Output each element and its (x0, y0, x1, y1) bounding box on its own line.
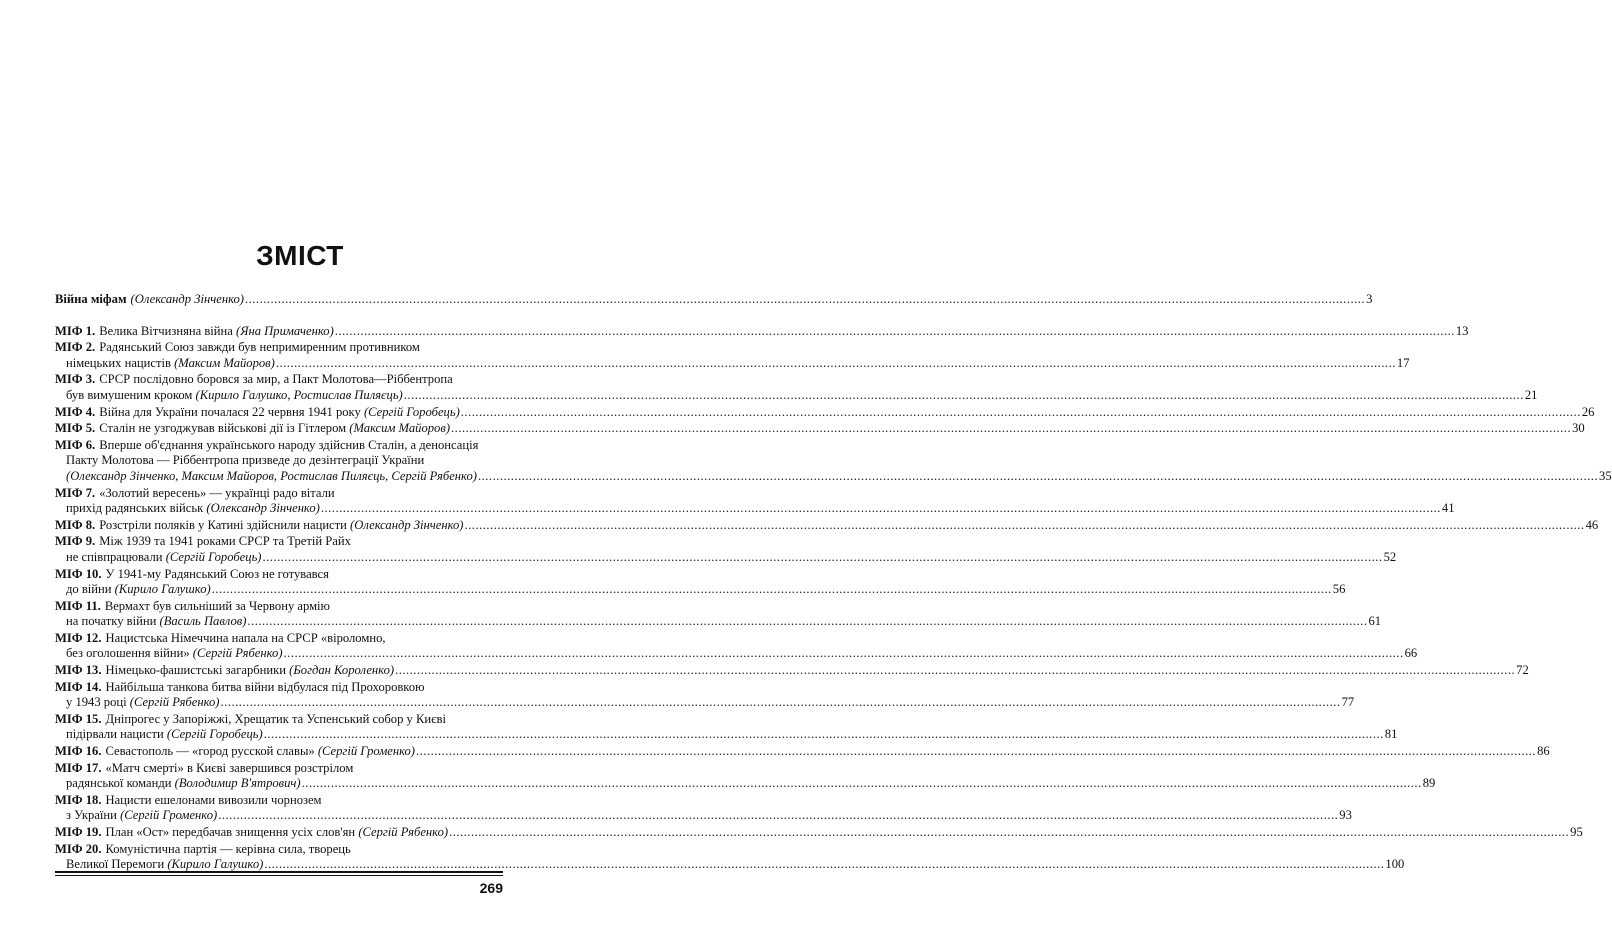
toc-entry-line (55, 842, 503, 858)
toc-entry-line (55, 534, 503, 550)
toc-entry (55, 517, 1599, 534)
toc-leader-dots (221, 695, 1341, 711)
toc-entry-page: 89 (1422, 776, 1436, 791)
toc-entry-text: підірвали нацисти (Сергій Горобець) (66, 727, 263, 742)
toc-entry-label: МІФ 15. (55, 711, 102, 726)
toc-entry-line (55, 340, 503, 356)
toc-entry-text: з України (Сергій Громенко) (66, 808, 218, 823)
toc-entry-label: МІФ 8. (55, 517, 96, 532)
toc-entry-label: МІФ 7. (55, 485, 96, 500)
toc-entry-page: 56 (1332, 582, 1346, 597)
toc-entry-line (55, 695, 1355, 711)
toc-entry-text: Між 1939 та 1941 роками СРСР та Третій Райх (99, 534, 351, 549)
toc-entry-label: МІФ 3. (55, 372, 96, 387)
toc-entry-text: Нацистська Німеччина напала на СРСР «віроломно, (105, 630, 386, 645)
toc-entry-text: Пакту Молотова — Ріббентропа призведе до дезінтеграції України (66, 453, 425, 468)
toc-entry (55, 711, 1398, 743)
toc-entry (55, 340, 1410, 371)
toc-leader-dots (416, 744, 1536, 760)
toc-entry-page: 46 (1585, 517, 1599, 532)
toc-entry-text: без оголошення війни» (Сергій Рябенко) (66, 646, 283, 661)
toc-entry-label: МІФ 17. (55, 760, 102, 775)
toc-entry-page: 93 (1339, 808, 1352, 823)
toc-entry-line (55, 744, 1550, 760)
toc-entry-text: (Олександр Зінченко, Максим Майоров, Ростислав Пиляєць, Сергій Рябенко) (66, 468, 477, 483)
toc-entry-text: Розстріли поляків у Катині здійснили нацисти (Олександр Зінченко) (99, 517, 464, 532)
toc-entry (55, 663, 1529, 679)
toc-entry-text: радянської команди (Володимир В'ятрович) (66, 776, 301, 791)
toc-entry (55, 534, 1397, 565)
toc-entry-text: «Золотий вересень» — українці радо вітали (99, 485, 335, 500)
toc-entry-label: МІФ 2. (55, 340, 96, 355)
toc-entry-line (55, 599, 503, 615)
toc-entry-line (55, 517, 1599, 534)
toc-entry-text: СРСР послідовно боровся за мир, а Пакт Молотова—Ріббентропа (99, 372, 453, 387)
toc-entry (55, 485, 1455, 517)
toc-intro-label: Війна міфам (55, 292, 127, 306)
toc-leader-dots (263, 550, 1383, 566)
toc-leader-dots (212, 582, 1332, 598)
toc-entry-text: до війни (Кирило Галушко) (66, 582, 211, 597)
toc-entry-line (55, 776, 1436, 792)
toc-entry-text: Комуністична партія — керівна сила, творець (105, 841, 351, 856)
toc-entry-text: Радянський Союз завжди був непримиренним противником (99, 340, 420, 355)
toc-entry-line (55, 404, 1595, 421)
toc-entry-label: МІФ 9. (55, 534, 96, 549)
footer-rule-thick (55, 871, 503, 873)
toc-entry-text: Війна для України почалася 22 червня 1941 року (Сергій Горобець) (99, 404, 460, 419)
toc-entry (55, 744, 1550, 760)
toc-entry-text: Німецько-фашистські загарбники (Богдан Короленко) (105, 663, 395, 678)
toc-entry-line (55, 631, 503, 647)
toc-entry-line (55, 646, 1418, 662)
toc-entry-label: МІФ 11. (55, 598, 101, 613)
toc-entry-line (55, 761, 503, 777)
toc-entry-label: МІФ 5. (55, 421, 96, 436)
toc-entry-text: Сталін не узгоджував військові дії із Гітлером (Максим Майоров) (99, 421, 451, 436)
toc-entry (55, 566, 1346, 598)
toc-entry-text: прихід радянських військ (Олександр Зінченко) (66, 501, 320, 516)
toc-leader-dots (218, 808, 1338, 824)
toc-entry-line (55, 567, 503, 583)
toc-entry-label: МІФ 12. (55, 630, 102, 645)
toc-entry (55, 825, 1583, 841)
toc-entry (55, 323, 1469, 340)
page-title: ЗМІСТ (256, 240, 344, 271)
toc-entry-line (55, 355, 1410, 372)
toc-entry-page: 61 (1368, 614, 1382, 629)
toc-entry-page: 86 (1537, 744, 1550, 759)
toc-intro-text: (Олександр Зінченко) (130, 292, 244, 306)
toc-entry (55, 598, 1382, 630)
toc-entry-line (55, 438, 503, 454)
toc-entry-page: 95 (1570, 825, 1583, 839)
toc-entry-line (55, 727, 1398, 743)
toc-entry (55, 421, 1585, 437)
toc-entry-text: у 1943 році (Сергій Рябенко) (66, 695, 220, 710)
toc-entry-text: У 1941-му Радянський Союз не готувався (105, 566, 329, 581)
toc-leader-dots (449, 825, 1569, 841)
toc-leader-dots (461, 405, 1581, 421)
toc-entry-text: на початку війни (Василь Павлов) (66, 614, 247, 629)
toc-entry-text: не співпрацювали (Сергій Горобець) (66, 549, 262, 564)
toc-entry-page: 100 (1385, 857, 1405, 872)
toc-entry-text: Велика Вітчизняна війна (Яна Примаченко) (99, 323, 334, 338)
toc-leader-dots (465, 518, 1585, 534)
toc-entry-line (55, 614, 1382, 630)
toc-entry-line (55, 501, 1455, 517)
toc-entry-text: «Матч смерті» в Києві завершився розстрілом (105, 760, 354, 775)
toc-entry (55, 792, 1352, 824)
toc-entry-label: МІФ 6. (55, 437, 96, 452)
toc-entry-text: Великої Перемоги (Кирило Галушко) (66, 857, 264, 872)
toc-leader-dots (451, 421, 1571, 437)
toc-entry-label: МІФ 19. (55, 825, 102, 839)
toc-entry-text: Севастополь — «город русской славы» (Сергій Громенко) (105, 744, 415, 759)
toc-leader-dots (395, 663, 1515, 679)
toc-entry-line (55, 421, 1585, 437)
toc-entry-text: Вперше об'єднання українського народу здійснив Сталін, а денонсація (99, 437, 479, 452)
toc-entry-text: Дніпрогес у Запоріжжі, Хрещатик та Успенський собор у Києві (105, 711, 446, 726)
toc-entry-line (55, 486, 503, 502)
toc-leader-dots (404, 388, 1524, 404)
toc-entry-line (55, 712, 503, 728)
toc-entry-text: Нацисти ешелонами вивозили чорнозем (105, 792, 322, 807)
toc-entry-text: був вимушеним кроком (Кирило Галушко, Ростислав Пиляєць) (66, 387, 403, 402)
toc-entry-text: німецьких нацистів (Максим Майоров) (66, 355, 275, 370)
toc-entry-label: МІФ 14. (55, 679, 102, 694)
page-number: 269 (479, 880, 503, 896)
table-of-contents (55, 292, 1612, 874)
toc-entry-text: Вермахт був сильніший за Червону армію (104, 598, 330, 613)
toc-entry-label: МІФ 20. (55, 841, 102, 856)
toc-entry-page: 21 (1524, 387, 1538, 402)
toc-entry-label: МІФ 18. (55, 792, 102, 807)
toc-spacer (55, 308, 503, 324)
toc-entry-page: 30 (1572, 421, 1585, 436)
toc-entry-page: 17 (1396, 355, 1410, 370)
toc-leader-dots (321, 501, 1441, 517)
toc-entry (55, 760, 1436, 792)
toc-leader-dots (245, 292, 1365, 308)
toc-entry-page: 13 (1455, 323, 1469, 338)
toc-entry-label: МІФ 4. (55, 404, 96, 419)
toc-leader-dots (264, 727, 1384, 743)
toc-entry-line (55, 663, 1529, 679)
toc-entry-page: 26 (1581, 404, 1595, 419)
toc-intro-page: 3 (1366, 292, 1373, 306)
toc-entry-label: МІФ 10. (55, 566, 102, 581)
toc-entry-line (55, 680, 503, 696)
toc-entry-line (55, 808, 1352, 824)
toc-entry-line (55, 468, 1612, 485)
toc-leader-dots (284, 646, 1404, 662)
toc-entry-line (55, 387, 1538, 404)
toc-leader-dots (335, 324, 1455, 340)
toc-entry-line (55, 372, 503, 388)
toc-entry-line (55, 323, 1469, 340)
toc-entry (55, 404, 1595, 421)
toc-entry-label: МІФ 16. (55, 744, 102, 759)
toc-entry-page: 66 (1404, 646, 1418, 661)
toc-leader-dots (302, 776, 1422, 792)
toc-leader-dots (478, 469, 1598, 485)
toc-entry-line (55, 825, 1583, 841)
toc-entries-list (55, 323, 1612, 873)
toc-entry-text: План «Ост» передбачав знищення усіх слов'ян (Сергій Рябенко) (105, 825, 449, 839)
toc-entry (55, 841, 1405, 873)
toc-entry-page: 35 (1599, 468, 1612, 483)
toc-entry-page: 52 (1383, 549, 1397, 564)
toc-entry-label: МІФ 13. (55, 663, 102, 678)
toc-entry-page: 77 (1341, 695, 1355, 710)
footer-rule-thin (55, 875, 503, 876)
toc-entry (55, 372, 1538, 403)
toc-intro-entry (55, 292, 1373, 308)
toc-entry-page: 72 (1516, 663, 1529, 678)
toc-leader-dots (247, 614, 1367, 630)
toc-entry (55, 437, 1612, 485)
toc-leader-dots (276, 356, 1396, 372)
toc-entry-text: Найбільша танкова битва війни відбулася під Прохоровкою (105, 679, 425, 694)
toc-entry-page: 81 (1384, 727, 1398, 742)
toc-entry (55, 630, 1418, 662)
toc-entry-label: МІФ 1. (55, 323, 96, 338)
toc-entry-page: 41 (1441, 501, 1455, 516)
toc-entry-line (55, 582, 1346, 598)
toc-entry-line (55, 549, 1397, 566)
toc-entry (55, 679, 1355, 711)
toc-entry-line (55, 453, 503, 469)
toc-entry-line (55, 793, 503, 809)
